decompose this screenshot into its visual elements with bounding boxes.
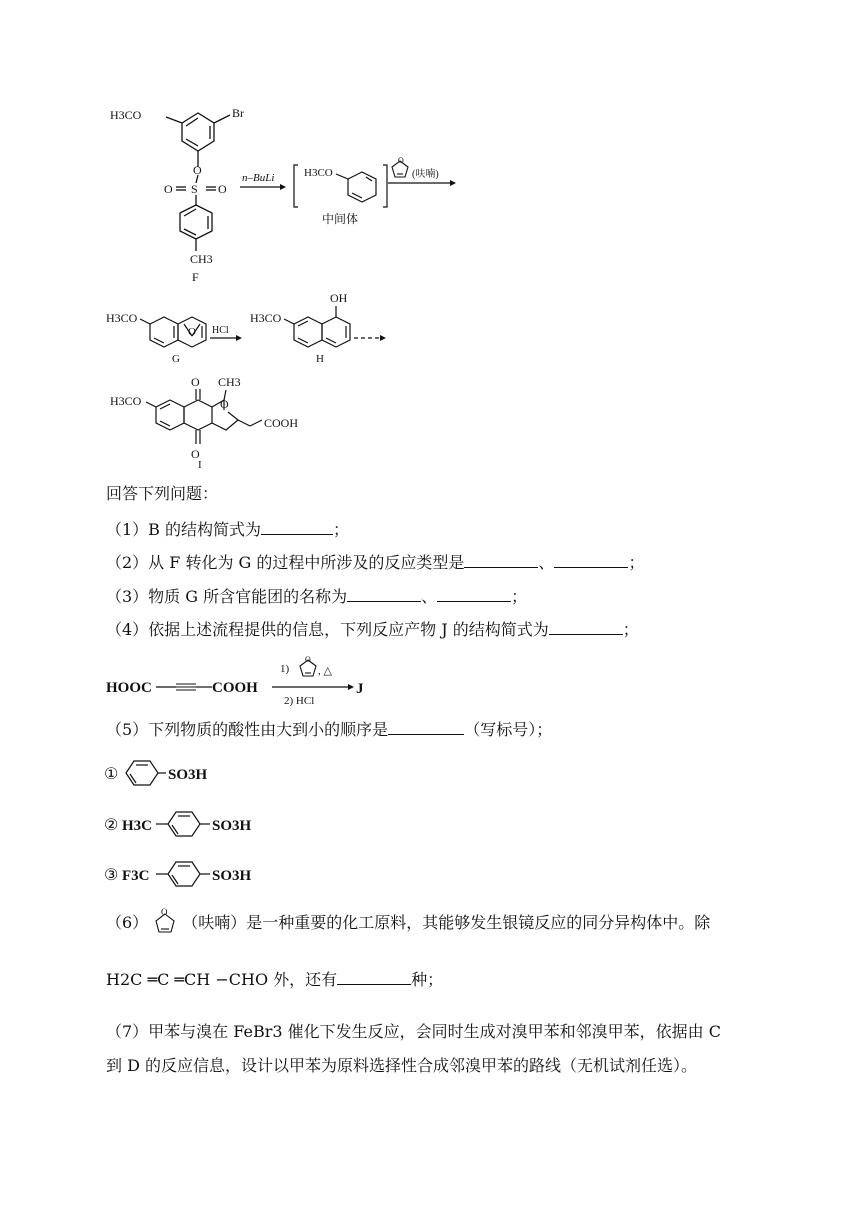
q5-prefix-2: H3C	[122, 818, 152, 834]
scheme-row-2	[100, 290, 400, 370]
q3-end: ；	[511, 587, 528, 606]
q4-step1: 1)	[280, 663, 290, 675]
q2-blank-2[interactable]	[554, 553, 628, 568]
q4-end: ；	[622, 620, 639, 639]
q5-item-3	[104, 856, 284, 892]
question-3	[106, 587, 527, 607]
q5-mark-3: ③	[104, 867, 119, 884]
q4-step2: 2) HCl	[284, 695, 315, 707]
q6-text-2: 外，还有	[268, 970, 338, 989]
q1-text: （1）B 的结构简式为	[106, 520, 262, 539]
q2-end: ；	[628, 553, 645, 572]
q6-end: 种；	[411, 970, 444, 989]
q5-text: （5）下列物质的酸性由大到小的顺序是	[106, 720, 389, 739]
question-7-line-1: （7）甲苯与溴在 FeBr3 催化下发生反应，会同时生成对溴甲苯和邻溴甲苯，依据由 C	[106, 1022, 721, 1041]
q2-blank-1[interactable]	[464, 553, 538, 568]
svg-text:O: O	[161, 906, 168, 917]
arrow-1-reagent: n–BuLi	[242, 172, 275, 184]
q5-prefix-3: F3C	[122, 868, 150, 884]
svg-text:O: O	[398, 156, 404, 165]
G-o: O	[188, 326, 196, 338]
question-1	[106, 520, 349, 540]
q5-item-1	[104, 755, 244, 791]
question-4	[106, 620, 639, 640]
furan-icon	[148, 906, 182, 934]
q5-end: （写标号）；	[464, 720, 553, 739]
q4-product: J	[356, 681, 364, 697]
q5-blank[interactable]	[388, 720, 464, 735]
F-s: S	[191, 182, 198, 196]
F-label: F	[192, 270, 199, 284]
svg-text:O: O	[305, 655, 311, 664]
intro-text: 回答下列问题：	[106, 484, 219, 503]
H-h3co: H3CO	[250, 311, 282, 325]
q2-text: （2）从 F 转化为 G 的过程中所涉及的反应类型是	[106, 553, 465, 572]
I-o-bottom: O	[191, 447, 200, 461]
intermediate-benzyne	[336, 172, 376, 202]
question-2	[106, 553, 644, 573]
q4-text: （4）依据上述流程提供的信息，下列反应产物 J 的结构简式为	[106, 620, 549, 639]
question-7-line-2: 到 D 的反应信息，设计以甲苯为原料选择性合成邻溴甲苯的路线（无机试剂任选）。	[106, 1056, 698, 1075]
intermediate-label: 中间体	[322, 212, 359, 226]
F-o: O	[193, 163, 202, 177]
question-6-line-2	[106, 970, 443, 990]
q5-acid-3: SO3H	[212, 868, 252, 884]
arrow-2-reagent: (呋喃)	[412, 169, 439, 180]
q4-reaction	[104, 648, 374, 710]
G-h3co: H3CO	[106, 311, 138, 325]
question-5	[106, 720, 552, 740]
q2-sep: 、	[538, 553, 555, 572]
arrow-3-reagent: HCl	[212, 325, 229, 336]
q3-text: （3）物质 G 所含官能团的名称为	[106, 587, 348, 606]
I-o-top: O	[191, 375, 200, 389]
q5-item-2	[104, 806, 284, 842]
F-ch3: CH3	[190, 252, 213, 266]
G-label: G	[172, 353, 180, 365]
question-6	[106, 906, 711, 934]
q4-blank[interactable]	[549, 620, 623, 635]
q5-mark-1: ①	[104, 766, 119, 783]
q1-blank[interactable]	[261, 520, 333, 535]
q3-sep: 、	[421, 587, 438, 606]
benzene-ring-icon	[156, 812, 210, 836]
H-oh: OH	[330, 291, 348, 305]
compound-H	[284, 306, 350, 347]
H-label: H	[316, 353, 324, 365]
q5-acid-1: SO3H	[168, 767, 208, 783]
q3-blank-1[interactable]	[347, 587, 421, 602]
compound-I	[100, 372, 310, 472]
I-o-ring: O	[220, 397, 229, 411]
benzene-ring-icon	[156, 862, 210, 886]
I-ch3: CH3	[218, 375, 241, 389]
I-h3co: H3CO	[110, 394, 142, 408]
F-o-right: O	[218, 182, 227, 196]
q4-hooc: HOOC	[106, 680, 152, 696]
q6-formula: H2C ═C ═CH −CHO	[106, 970, 269, 989]
q6-blank[interactable]	[337, 970, 411, 985]
F-o-left: O	[164, 182, 173, 196]
I-label: I	[198, 459, 202, 471]
q1-end: ；	[333, 520, 350, 539]
q5-acid-2: SO3H	[212, 818, 252, 834]
q3-blank-2[interactable]	[437, 587, 511, 602]
F-br: Br	[232, 106, 244, 120]
I-cooh: COOH	[264, 416, 299, 430]
q4-cooh: COOH	[212, 680, 258, 696]
q6-pre: （6）	[106, 913, 149, 932]
compound-G	[140, 317, 206, 347]
F-h3co: H3CO	[110, 108, 142, 122]
q4-cond1: , △	[318, 665, 332, 677]
benzene-ring-icon	[126, 761, 166, 785]
q5-mark-2: ②	[104, 817, 119, 834]
intermediate-h3co: H3CO	[304, 167, 333, 179]
q6-text: （呋喃）是一种重要的化工原料，其能够发生银镜反应的同分异构体中。除	[182, 913, 711, 932]
scheme-row-1	[100, 95, 460, 290]
